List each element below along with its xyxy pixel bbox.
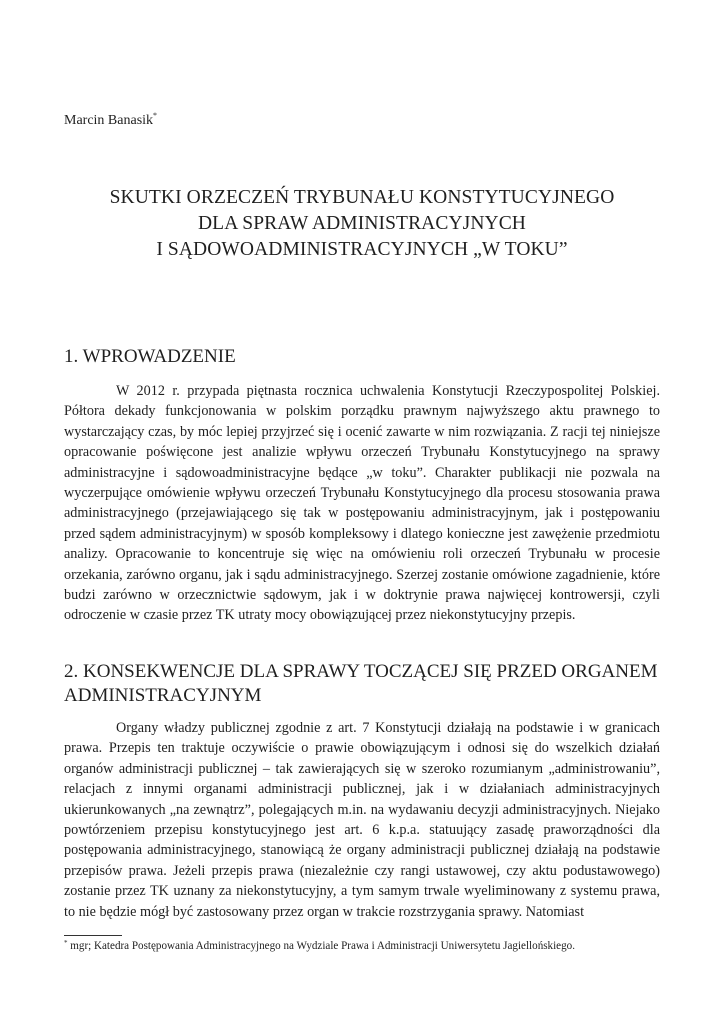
footnote-text: mgr; Katedra Postępowania Administracyjnego na Wydziale Prawa i Administracji Uniwersytetu Jagiellońskiego. (67, 940, 575, 952)
section-2-heading (64, 660, 664, 708)
title-line-2: DLA SPRAW ADMINISTRACYJNYCH (198, 213, 526, 234)
section-2-heading-line-1: 2. KONSEKWENCJE DLA SPRAWY TOCZĄCEJ SIĘ PRZED ORGANEM (64, 661, 658, 682)
section-2-heading-line-2: ADMINISTRACYJNYM (64, 685, 262, 706)
title-line-1: SKUTKI ORZECZEŃ TRYBUNAŁU KONSTYTUCYJNEGO (109, 187, 615, 208)
author-name: Marcin Banasik (64, 113, 154, 128)
footnote-mark: * (64, 939, 68, 947)
article-title (64, 185, 660, 263)
author-line (64, 107, 157, 130)
author-footnote-mark: * (153, 111, 158, 120)
section-1-paragraph: W 2012 r. przypada piętnasta rocznica uchwalenia Konstytucji Rzeczypospolitej Polskiej. Półtora dekady funkcjonowania w polskim porządku prawnym najwyższego aktu prawnego to wystarczający czas, by móc lepiej przyjrzeć się i ocenić zawarte w nim rozwiązania. Z racji tej niniejsze opracowanie poświęcone jest analizie wpływu orzeczeń Trybunału Konstytucyjnego na sprawy administracyjne i sądowoadministracyjne będące „w toku”. Charakter publikacji nie pozwala na wyczerpujące omówienie wpływu orzeczeń Trybunału Konstytucyjnego dla procesu stosowania prawa administracyjnego (przejawiającego się tak w postępowaniu administracyjnym, jak i postępowaniu przed sądem administracyjnym) w sposób kompleksowy i dlatego konieczne jest zawężenie przedmiotu analizy. Opracowanie to koncentruje się więc na omówieniu roli orzeczeń Trybunału w procesie orzekania, zarówno organu, jak i sądu administracyjnego. Szerzej zostanie omówione zagadnienie, które budzi zarówno w orzecznictwie sądowym, jak i w doktrynie prawa najwięcej kontrowersji, czyli odroczenie w czasie przez TK utraty mocy obowiązującej przez niekonstytucyjny przepis. (64, 383, 660, 624)
section-1-heading: 1. WPROWADZENIE (64, 346, 236, 367)
footnote (64, 936, 664, 953)
section-2-paragraph: Organy władzy publicznej zgodnie z art. 7 Konstytucji działają na podstawie i w granicach prawa. Przepis ten traktuje oczywiście o prawie obowiązującym i odnosi się do wszelkich działań organów administracji publicznej – tak zawierających się w szeroko rozumianym „administrowaniu”, relacjach z innymi organami administracji publicznej, jak i w działaniach administracyjnych ukierunkowanych „na zewnątrz”, polegających m.in. na wydawaniu decyzji administracyjnych. Niejako powtórzeniem przepisu konstytucyjnego jest art. 6 k.p.a. statuujący zasadę praworządności dla postępowania administracyjnego, stanowiącą że organy administracji publicznej działają na podstawie przepisów prawa. Jeżeli przepis prawa (niezależnie czy rangi ustawowej, czy aktu podustawowego) zostanie przez TK uznany za niekonstytucyjny, a tym samym trwale wyeliminowany z systemu prawa, to nie będzie mógł być zastosowany przez organ w trakcie rozstrzygania sprawy. Natomiast (64, 720, 660, 920)
title-line-3: I SĄDOWOADMINISTRACYJNYCH „W TOKU” (156, 239, 568, 260)
